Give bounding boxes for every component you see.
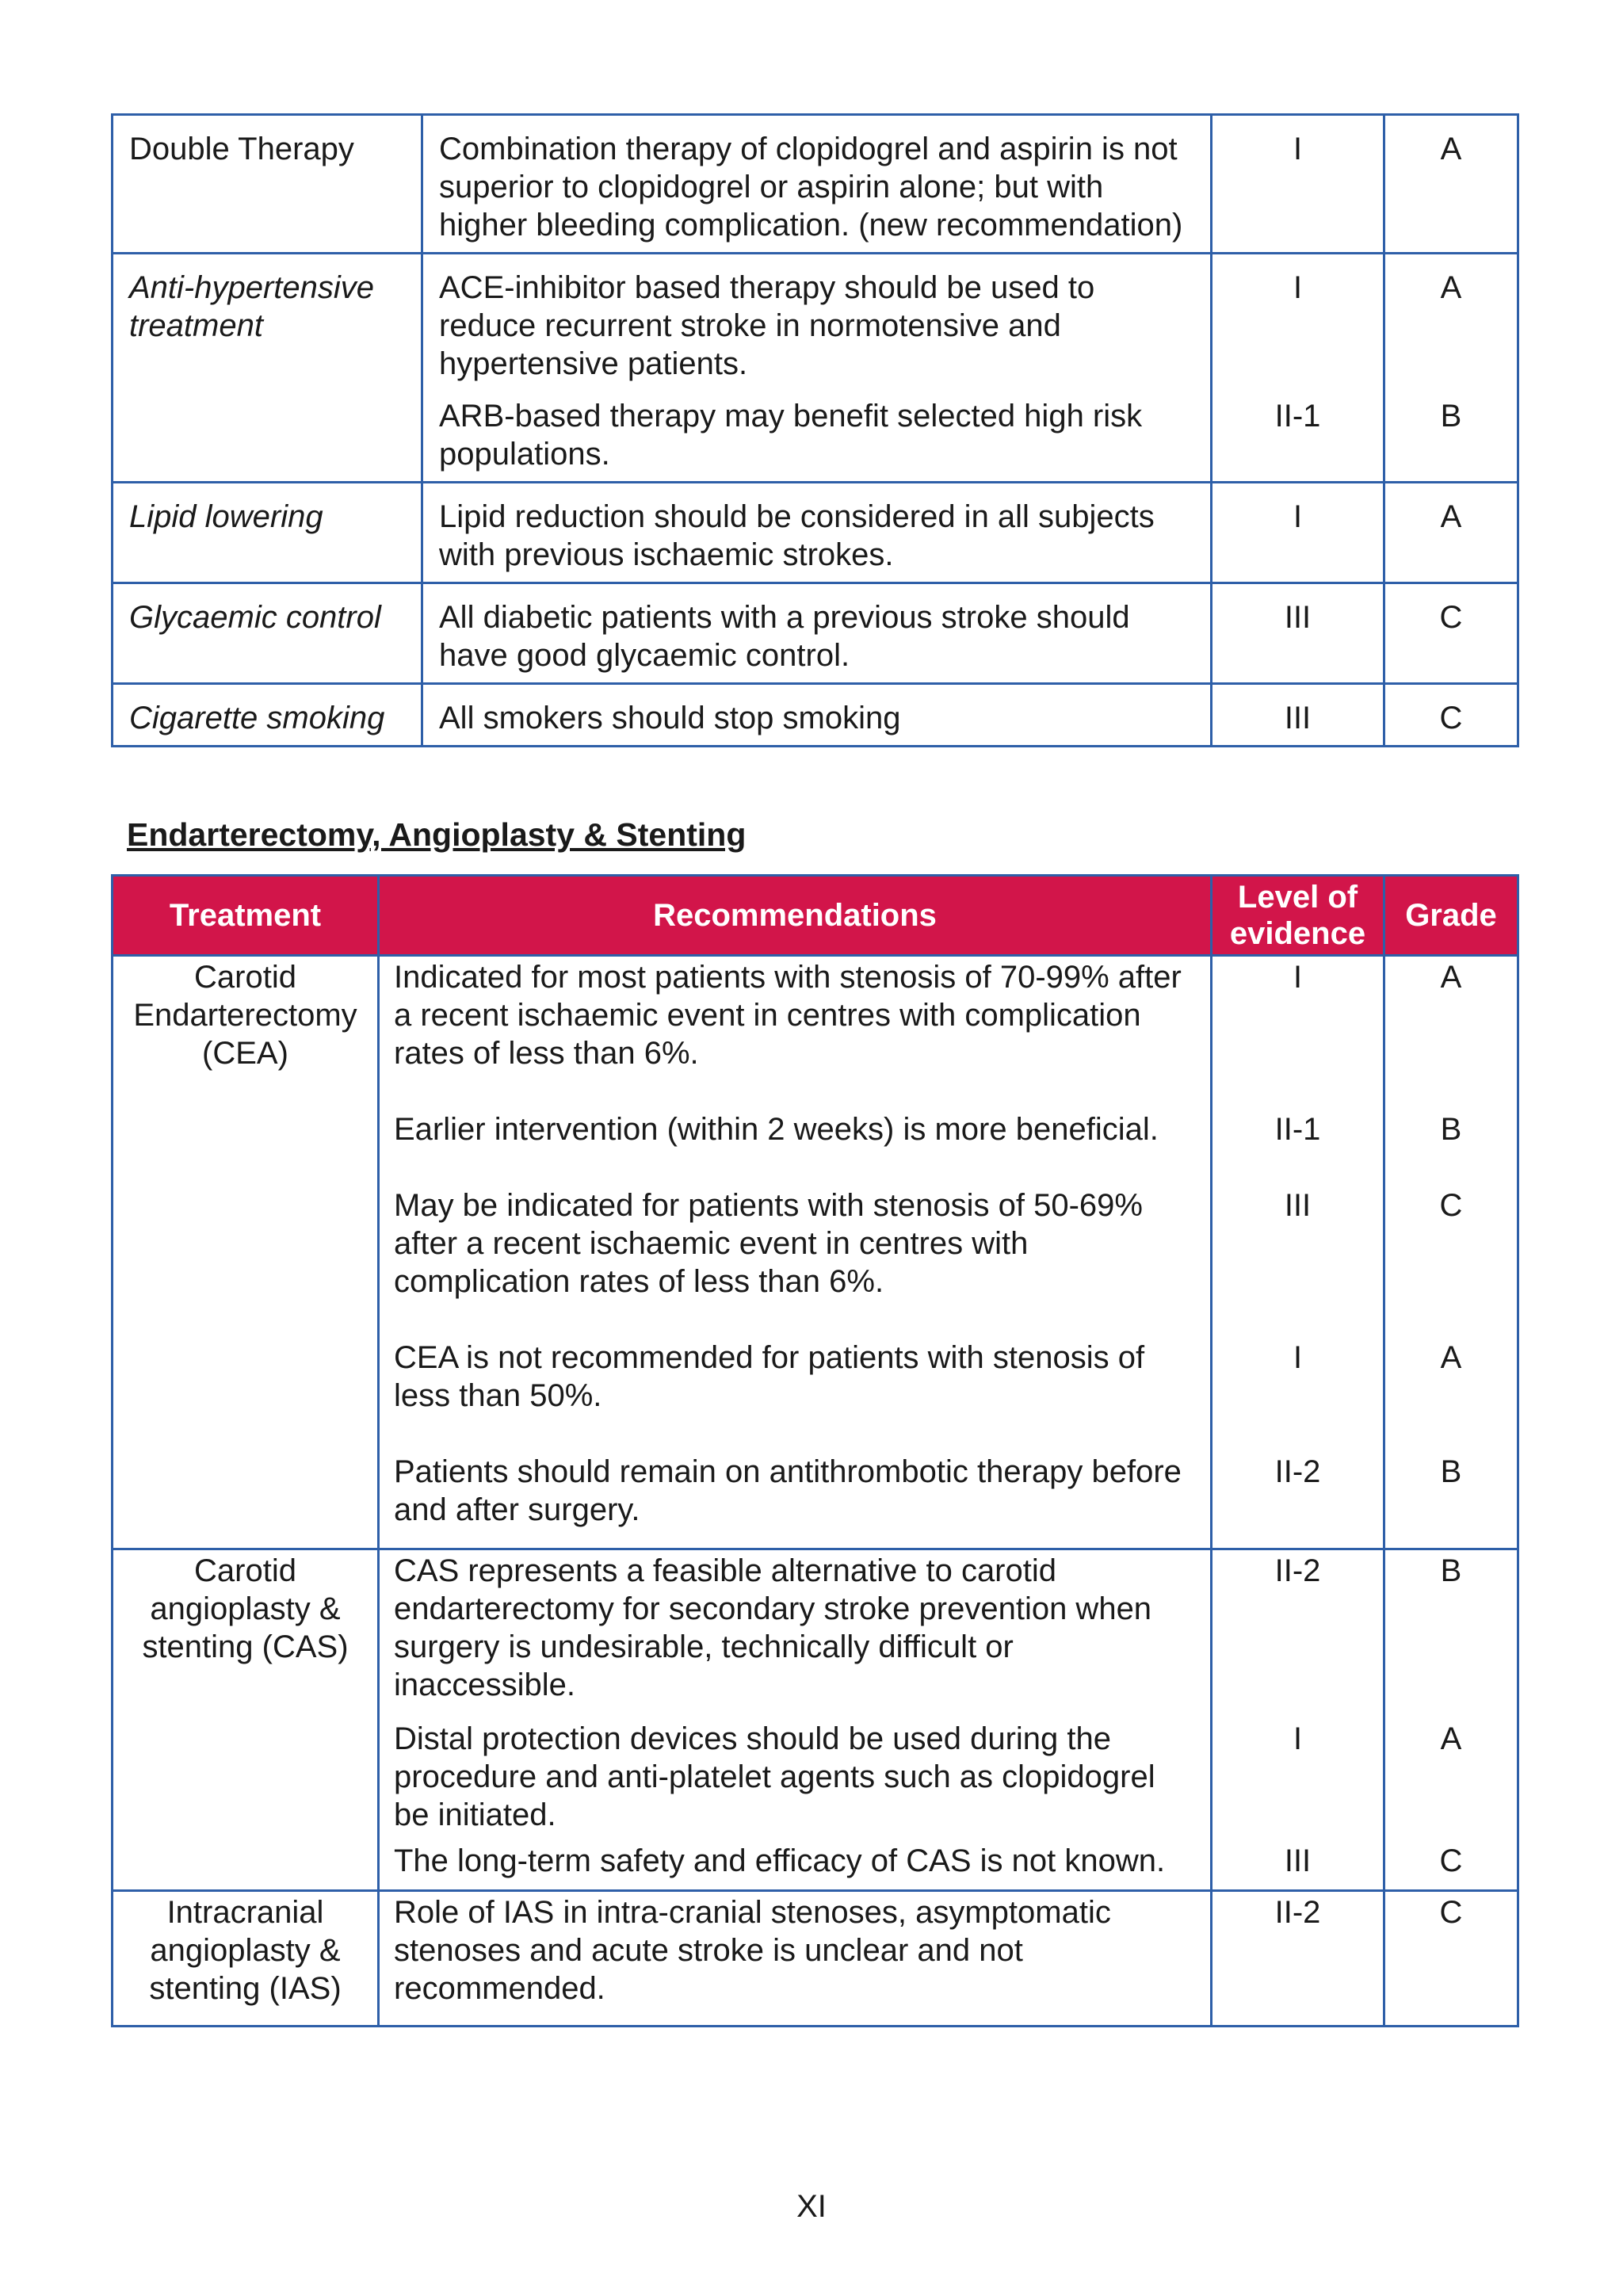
level-cell [1212, 684, 1384, 747]
grade-value: A [1440, 132, 1462, 166]
recommendation-text: CAS represents a feasible alternative to carotid endarterectomy for secondary stroke prevention when surgery is undesirable, technically difficult or inaccessible. [394, 1553, 1152, 1702]
level-cell [1212, 583, 1384, 684]
grade-value: C [1439, 701, 1463, 735]
recommendation-text: CEA is not recommended for patients with stenosis of less than 50%. [394, 1340, 1145, 1413]
table-row [113, 483, 1518, 583]
table-row [113, 1891, 1518, 2027]
treatment-cell: Carotid angioplasty & stenting (CAS) [113, 1549, 379, 1891]
recommendation-text: The long-term safety and efficacy of CAS is not known. [394, 1843, 1166, 1878]
grade-cell [1384, 254, 1518, 483]
recommendation-text: Distal protection devices should be used during the procedure and anti-platelet agents such as clopidogrel be initiated. [394, 1721, 1155, 1832]
page-number: XI [796, 2189, 827, 2224]
level-value: II-1 [1274, 1112, 1321, 1147]
level-value: I [1293, 1721, 1303, 1756]
grade-value: C [1439, 1188, 1463, 1223]
level-value: III [1284, 701, 1312, 735]
grade-value: C [1439, 1843, 1463, 1878]
level-cell [1212, 956, 1384, 1549]
grade-cell [1384, 115, 1518, 254]
table-row [113, 254, 1518, 483]
grade-cell [1384, 483, 1518, 583]
recommendation-text: Role of IAS in intra-cranial stenoses, asymptomatic stenoses and acute stroke is unclear and not recommended. [394, 1895, 1111, 2006]
table-row [113, 956, 1518, 1549]
recommendation-cell [422, 483, 1212, 583]
table-row [113, 684, 1518, 747]
level-value: I [1293, 499, 1303, 534]
recommendation-text: Combination therapy of clopidogrel and aspirin is not superior to clopidogrel or aspirin alone; but with higher bleeding complication. (new recommendation) [439, 132, 1183, 243]
procedures-table [111, 874, 1519, 2027]
recommendation-text: All smokers should stop smoking [439, 701, 901, 735]
level-header: Level of evidence [1212, 876, 1384, 956]
grade-value: A [1440, 499, 1462, 534]
recommendation-cell [422, 254, 1212, 483]
grade-cell [1384, 956, 1518, 1549]
grade-value: C [1439, 1895, 1463, 1930]
treatment-header: Treatment [113, 876, 379, 956]
recommendations-header: Recommendations [379, 876, 1212, 956]
level-value: II-2 [1274, 1454, 1321, 1489]
recommendation-cell [379, 1891, 1212, 2027]
recommendation-cell [422, 115, 1212, 254]
level-value: III [1284, 1188, 1312, 1223]
recommendation-cell [422, 684, 1212, 747]
category-cell: Cigarette smoking [113, 684, 422, 747]
level-value: II-2 [1274, 1553, 1321, 1588]
grade-value: A [1440, 1340, 1462, 1375]
grade-value: A [1440, 960, 1462, 995]
grade-value: B [1440, 1454, 1462, 1489]
level-value: II-1 [1274, 399, 1321, 434]
category-cell: Anti-hypertensive treatment [113, 254, 422, 483]
recommendation-text: Indicated for most patients with stenosis of 70-99% after a recent ischaemic event in centres with complication rates of less than 6%. [394, 960, 1182, 1071]
grade-cell [1384, 684, 1518, 747]
grade-value: B [1440, 1112, 1462, 1147]
category-cell: Lipid lowering [113, 483, 422, 583]
level-cell [1212, 115, 1384, 254]
recommendation-text: Earlier intervention (within 2 weeks) is more beneficial. [394, 1112, 1159, 1147]
level-value: I [1293, 960, 1303, 995]
treatment-cell: Intracranial angioplasty & stenting (IAS) [113, 1891, 379, 2027]
grade-header: Grade [1384, 876, 1518, 956]
level-value: III [1284, 600, 1312, 635]
level-value: I [1293, 132, 1303, 166]
recommendation-text: May be indicated for patients with stenosis of 50-69% after a recent ischaemic event in centres with complication rates of less than 6%. [394, 1188, 1143, 1299]
grade-value: C [1439, 600, 1463, 635]
grade-value: A [1440, 1721, 1462, 1756]
recommendation-cell [422, 583, 1212, 684]
table-row [113, 583, 1518, 684]
level-value: I [1293, 1340, 1303, 1375]
recommendation-text: Lipid reduction should be considered in all subjects with previous ischaemic strokes. [439, 499, 1155, 572]
level-cell [1212, 1549, 1384, 1891]
therapy-table [111, 113, 1519, 747]
recommendation-text: Patients should remain on antithrombotic therapy before and after surgery. [394, 1454, 1182, 1527]
grade-cell [1384, 1549, 1518, 1891]
level-cell [1212, 1891, 1384, 2027]
recommendation-cell [379, 1549, 1212, 1891]
grade-cell [1384, 1891, 1518, 2027]
recommendation-text: ARB-based therapy may benefit selected high risk populations. [439, 399, 1143, 472]
category-cell: Double Therapy [113, 115, 422, 254]
recommendation-text: ACE-inhibitor based therapy should be used to reduce recurrent stroke in normotensive and hypertensive patients. [439, 270, 1095, 381]
level-value: III [1284, 1843, 1312, 1878]
grade-value: B [1440, 399, 1462, 434]
recommendation-cell [379, 956, 1212, 1549]
grade-value: B [1440, 1553, 1462, 1588]
level-cell [1212, 483, 1384, 583]
level-cell [1212, 254, 1384, 483]
recommendation-text: All diabetic patients with a previous stroke should have good glycaemic control. [439, 600, 1130, 673]
section-heading: Endarterectomy, Angioplasty & Stenting [127, 816, 747, 853]
treatment-cell: Carotid Endarterectomy (CEA) [113, 956, 379, 1549]
table-row [113, 1549, 1518, 1891]
header-row [113, 876, 1518, 956]
category-cell: Glycaemic control [113, 583, 422, 684]
level-value: II-2 [1274, 1895, 1321, 1930]
level-value: I [1293, 270, 1303, 305]
grade-value: A [1440, 270, 1462, 305]
table-row [113, 115, 1518, 254]
grade-cell [1384, 583, 1518, 684]
